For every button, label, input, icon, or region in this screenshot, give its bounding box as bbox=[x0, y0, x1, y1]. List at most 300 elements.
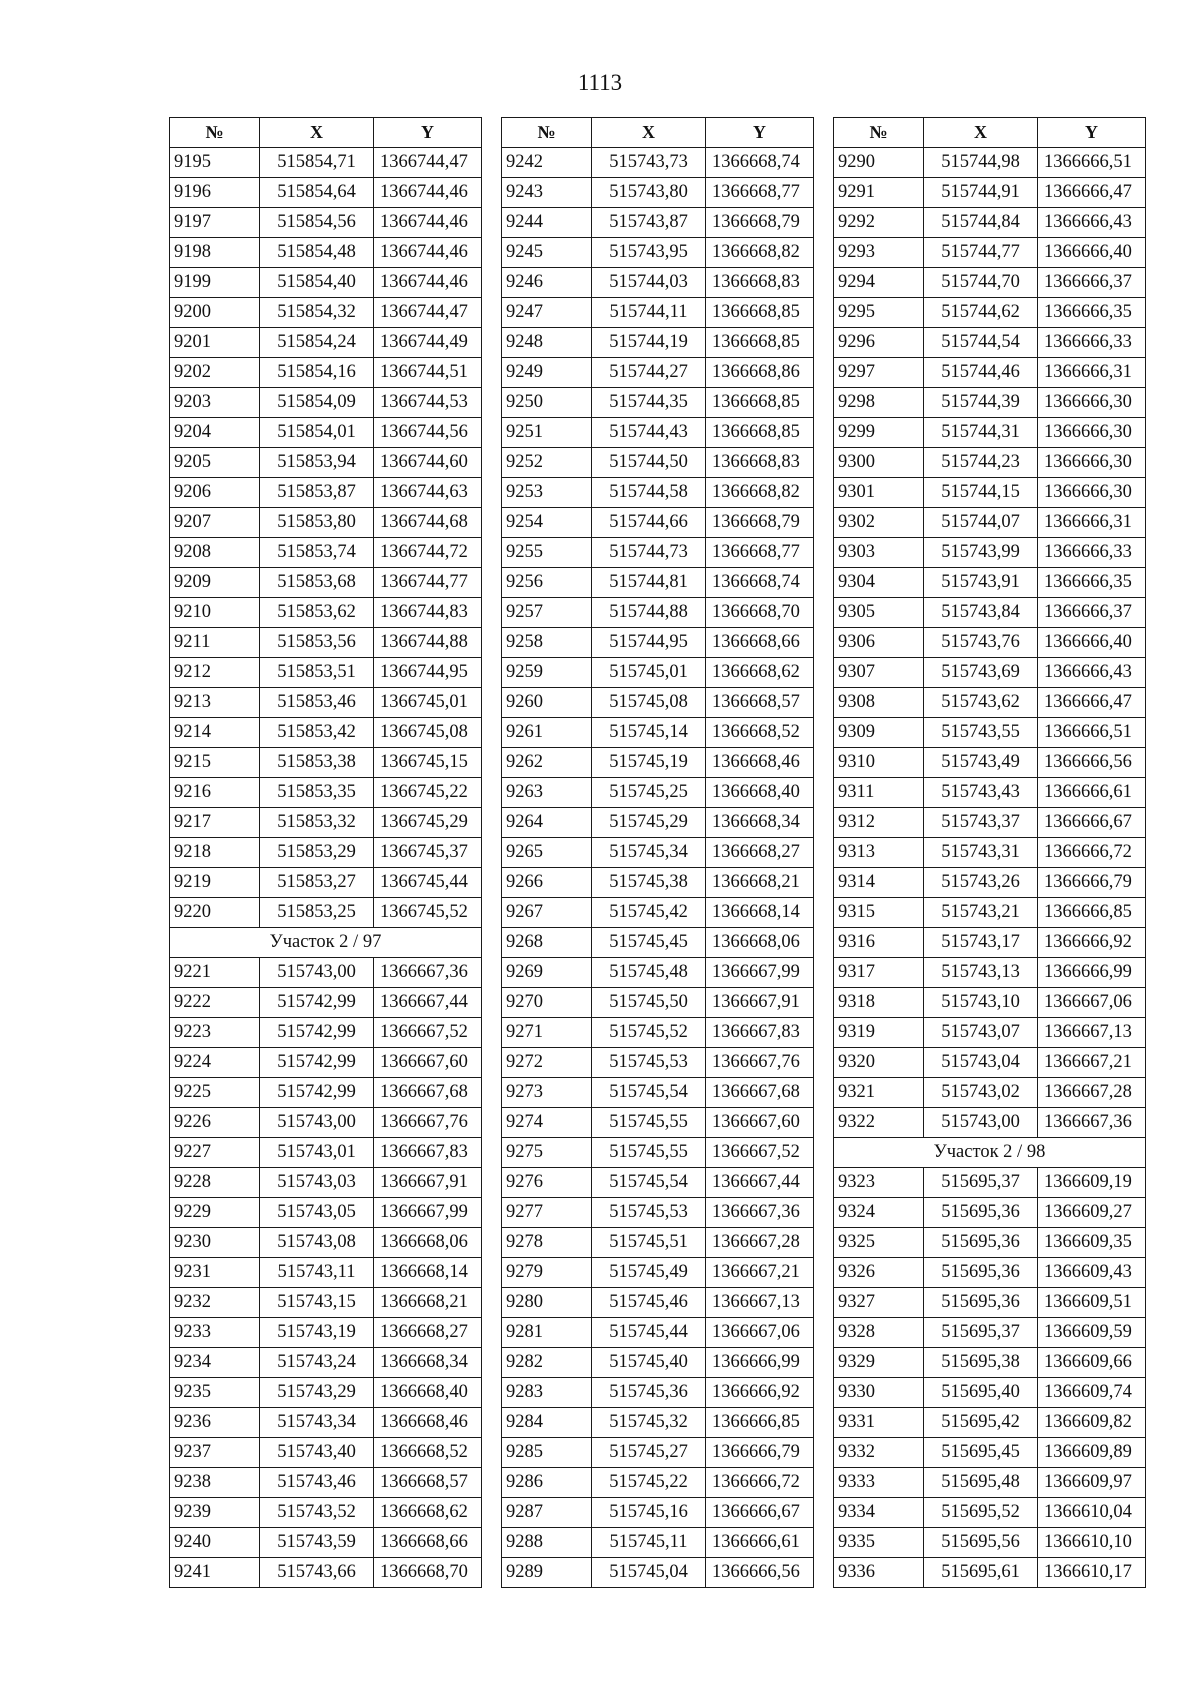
table-row bbox=[502, 328, 814, 358]
point-number-cell: 9321 bbox=[834, 1078, 924, 1108]
point-number-cell: 9301 bbox=[834, 478, 924, 508]
point-number-cell: 9195 bbox=[170, 148, 260, 178]
table-row bbox=[834, 628, 1146, 658]
point-number-cell: 9218 bbox=[170, 838, 260, 868]
table-row bbox=[834, 298, 1146, 328]
point-number-cell: 9256 bbox=[502, 568, 592, 598]
x-coordinate-cell: 515745,44 bbox=[592, 1318, 706, 1348]
x-coordinate-cell: 515745,38 bbox=[592, 868, 706, 898]
y-coordinate-cell: 1366668,82 bbox=[706, 478, 814, 508]
section-heading: Участок 2 / 98 bbox=[834, 1138, 1146, 1168]
point-number-cell: 9300 bbox=[834, 448, 924, 478]
y-coordinate-cell: 1366745,44 bbox=[374, 868, 482, 898]
table-row bbox=[502, 238, 814, 268]
table-row bbox=[502, 598, 814, 628]
table-row bbox=[170, 988, 482, 1018]
x-coordinate-cell: 515854,56 bbox=[260, 208, 374, 238]
y-coordinate-cell: 1366666,51 bbox=[1038, 718, 1146, 748]
table-row bbox=[502, 1018, 814, 1048]
coordinates-table-2 bbox=[501, 117, 814, 1588]
x-coordinate-cell: 515853,38 bbox=[260, 748, 374, 778]
x-coordinate-cell: 515854,64 bbox=[260, 178, 374, 208]
x-coordinate-cell: 515745,51 bbox=[592, 1228, 706, 1258]
table-row bbox=[502, 1228, 814, 1258]
table-row bbox=[170, 568, 482, 598]
y-coordinate-cell: 1366668,34 bbox=[706, 808, 814, 838]
table-row bbox=[834, 1348, 1146, 1378]
x-coordinate-cell: 515745,04 bbox=[592, 1558, 706, 1588]
point-number-cell: 9307 bbox=[834, 658, 924, 688]
point-number-cell: 9284 bbox=[502, 1408, 592, 1438]
table-row bbox=[502, 1558, 814, 1588]
x-coordinate-cell: 515853,94 bbox=[260, 448, 374, 478]
point-number-cell: 9327 bbox=[834, 1288, 924, 1318]
table-row bbox=[834, 508, 1146, 538]
point-number-cell: 9219 bbox=[170, 868, 260, 898]
x-coordinate-cell: 515854,32 bbox=[260, 298, 374, 328]
table-row bbox=[502, 568, 814, 598]
y-coordinate-cell: 1366666,47 bbox=[1038, 688, 1146, 718]
x-coordinate-cell: 515743,34 bbox=[260, 1408, 374, 1438]
x-coordinate-cell: 515743,24 bbox=[260, 1348, 374, 1378]
x-coordinate-cell: 515743,21 bbox=[924, 898, 1038, 928]
point-number-cell: 9198 bbox=[170, 238, 260, 268]
x-coordinate-cell: 515745,34 bbox=[592, 838, 706, 868]
y-coordinate-cell: 1366668,21 bbox=[374, 1288, 482, 1318]
y-coordinate-cell: 1366668,82 bbox=[706, 238, 814, 268]
table-row bbox=[170, 1438, 482, 1468]
x-coordinate-cell: 515854,24 bbox=[260, 328, 374, 358]
x-coordinate-cell: 515695,38 bbox=[924, 1348, 1038, 1378]
y-coordinate-cell: 1366609,51 bbox=[1038, 1288, 1146, 1318]
point-number-cell: 9258 bbox=[502, 628, 592, 658]
x-coordinate-cell: 515743,91 bbox=[924, 568, 1038, 598]
section-heading-row bbox=[170, 928, 482, 958]
point-number-cell: 9330 bbox=[834, 1378, 924, 1408]
point-number-cell: 9309 bbox=[834, 718, 924, 748]
table-row bbox=[502, 538, 814, 568]
point-number-cell: 9239 bbox=[170, 1498, 260, 1528]
table-row bbox=[834, 178, 1146, 208]
table-row bbox=[170, 178, 482, 208]
x-column-header: X bbox=[592, 118, 706, 148]
table-row bbox=[834, 1198, 1146, 1228]
table-row bbox=[502, 1528, 814, 1558]
point-number-cell: 9305 bbox=[834, 598, 924, 628]
x-coordinate-cell: 515744,91 bbox=[924, 178, 1038, 208]
point-number-cell: 9287 bbox=[502, 1498, 592, 1528]
x-coordinate-cell: 515744,43 bbox=[592, 418, 706, 448]
table-row bbox=[502, 688, 814, 718]
point-number-cell: 9319 bbox=[834, 1018, 924, 1048]
point-number-cell: 9227 bbox=[170, 1138, 260, 1168]
table-row bbox=[834, 478, 1146, 508]
point-number-cell: 9244 bbox=[502, 208, 592, 238]
y-coordinate-cell: 1366666,99 bbox=[1038, 958, 1146, 988]
table-row bbox=[170, 1348, 482, 1378]
table-row bbox=[170, 1168, 482, 1198]
x-coordinate-cell: 515745,54 bbox=[592, 1168, 706, 1198]
x-coordinate-cell: 515743,31 bbox=[924, 838, 1038, 868]
table-row bbox=[170, 1108, 482, 1138]
table-row bbox=[834, 1378, 1146, 1408]
table-row bbox=[170, 1258, 482, 1288]
x-coordinate-cell: 515743,87 bbox=[592, 208, 706, 238]
point-number-cell: 9243 bbox=[502, 178, 592, 208]
point-number-cell: 9274 bbox=[502, 1108, 592, 1138]
point-number-cell: 9197 bbox=[170, 208, 260, 238]
point-number-cell: 9329 bbox=[834, 1348, 924, 1378]
table-row bbox=[170, 298, 482, 328]
x-coordinate-cell: 515853,68 bbox=[260, 568, 374, 598]
point-number-cell: 9286 bbox=[502, 1468, 592, 1498]
table-row bbox=[502, 1468, 814, 1498]
y-coordinate-cell: 1366666,72 bbox=[706, 1468, 814, 1498]
table-row bbox=[502, 778, 814, 808]
point-number-cell: 9280 bbox=[502, 1288, 592, 1318]
x-coordinate-cell: 515743,04 bbox=[924, 1048, 1038, 1078]
x-coordinate-cell: 515695,36 bbox=[924, 1198, 1038, 1228]
x-coordinate-cell: 515743,52 bbox=[260, 1498, 374, 1528]
x-coordinate-cell: 515695,40 bbox=[924, 1378, 1038, 1408]
x-coordinate-cell: 515744,88 bbox=[592, 598, 706, 628]
table-row bbox=[834, 568, 1146, 598]
point-number-cell: 9206 bbox=[170, 478, 260, 508]
point-number-cell: 9221 bbox=[170, 958, 260, 988]
point-number-cell: 9281 bbox=[502, 1318, 592, 1348]
table-row bbox=[170, 388, 482, 418]
x-coordinate-cell: 515854,01 bbox=[260, 418, 374, 448]
y-coordinate-cell: 1366666,30 bbox=[1038, 478, 1146, 508]
point-number-cell: 9293 bbox=[834, 238, 924, 268]
y-coordinate-cell: 1366666,51 bbox=[1038, 148, 1146, 178]
point-number-cell: 9215 bbox=[170, 748, 260, 778]
y-coordinate-cell: 1366666,61 bbox=[1038, 778, 1146, 808]
y-coordinate-cell: 1366668,52 bbox=[374, 1438, 482, 1468]
x-coordinate-cell: 515744,03 bbox=[592, 268, 706, 298]
table-row bbox=[834, 418, 1146, 448]
x-coordinate-cell: 515743,76 bbox=[924, 628, 1038, 658]
y-coordinate-cell: 1366744,47 bbox=[374, 298, 482, 328]
table-row bbox=[170, 1228, 482, 1258]
x-coordinate-cell: 515745,40 bbox=[592, 1348, 706, 1378]
y-coordinate-cell: 1366668,83 bbox=[706, 268, 814, 298]
x-coordinate-cell: 515743,73 bbox=[592, 148, 706, 178]
table-row bbox=[170, 688, 482, 718]
point-number-cell: 9311 bbox=[834, 778, 924, 808]
table-row bbox=[502, 628, 814, 658]
point-number-cell: 9254 bbox=[502, 508, 592, 538]
table-row bbox=[834, 1048, 1146, 1078]
y-coordinate-cell: 1366668,52 bbox=[706, 718, 814, 748]
x-coordinate-cell: 515744,07 bbox=[924, 508, 1038, 538]
y-coordinate-cell: 1366666,43 bbox=[1038, 658, 1146, 688]
x-coordinate-cell: 515744,39 bbox=[924, 388, 1038, 418]
header-row bbox=[834, 118, 1146, 148]
point-number-cell: 9240 bbox=[170, 1528, 260, 1558]
y-coordinate-cell: 1366666,40 bbox=[1038, 628, 1146, 658]
x-column-header: X bbox=[924, 118, 1038, 148]
header-row bbox=[502, 118, 814, 148]
point-number-cell: 9291 bbox=[834, 178, 924, 208]
table-row bbox=[502, 1138, 814, 1168]
point-number-cell: 9318 bbox=[834, 988, 924, 1018]
y-coordinate-cell: 1366666,92 bbox=[1038, 928, 1146, 958]
y-coordinate-cell: 1366667,06 bbox=[706, 1318, 814, 1348]
point-number-cell: 9259 bbox=[502, 658, 592, 688]
table-row bbox=[502, 1168, 814, 1198]
x-coordinate-cell: 515695,42 bbox=[924, 1408, 1038, 1438]
table-row bbox=[502, 1048, 814, 1078]
table-row bbox=[834, 358, 1146, 388]
point-number-cell: 9315 bbox=[834, 898, 924, 928]
table-row bbox=[834, 778, 1146, 808]
x-coordinate-cell: 515744,27 bbox=[592, 358, 706, 388]
point-number-cell: 9211 bbox=[170, 628, 260, 658]
point-number-cell: 9202 bbox=[170, 358, 260, 388]
x-coordinate-cell: 515743,95 bbox=[592, 238, 706, 268]
x-coordinate-cell: 515853,80 bbox=[260, 508, 374, 538]
x-coordinate-cell: 515744,46 bbox=[924, 358, 1038, 388]
point-number-cell: 9237 bbox=[170, 1438, 260, 1468]
table-row bbox=[834, 238, 1146, 268]
y-coordinate-cell: 1366667,44 bbox=[374, 988, 482, 1018]
x-coordinate-cell: 515743,05 bbox=[260, 1198, 374, 1228]
table-row bbox=[502, 418, 814, 448]
x-coordinate-cell: 515744,15 bbox=[924, 478, 1038, 508]
y-coordinate-cell: 1366666,31 bbox=[1038, 508, 1146, 538]
point-number-cell: 9288 bbox=[502, 1528, 592, 1558]
point-number-cell: 9294 bbox=[834, 268, 924, 298]
table-row bbox=[170, 1138, 482, 1168]
point-number-cell: 9335 bbox=[834, 1528, 924, 1558]
x-coordinate-cell: 515853,29 bbox=[260, 838, 374, 868]
table-row bbox=[170, 1078, 482, 1108]
point-number-cell: 9231 bbox=[170, 1258, 260, 1288]
point-number-cell: 9226 bbox=[170, 1108, 260, 1138]
y-coordinate-cell: 1366667,83 bbox=[374, 1138, 482, 1168]
y-coordinate-cell: 1366666,56 bbox=[706, 1558, 814, 1588]
x-coordinate-cell: 515695,56 bbox=[924, 1528, 1038, 1558]
x-coordinate-cell: 515743,46 bbox=[260, 1468, 374, 1498]
table-row bbox=[834, 808, 1146, 838]
point-number-cell: 9323 bbox=[834, 1168, 924, 1198]
y-coordinate-cell: 1366668,14 bbox=[374, 1258, 482, 1288]
y-coordinate-cell: 1366744,68 bbox=[374, 508, 482, 538]
section-heading-row bbox=[834, 1138, 1146, 1168]
x-coordinate-cell: 515743,99 bbox=[924, 538, 1038, 568]
y-coordinate-cell: 1366666,67 bbox=[706, 1498, 814, 1528]
table-row bbox=[170, 1468, 482, 1498]
table-row bbox=[502, 1258, 814, 1288]
y-coordinate-cell: 1366668,40 bbox=[374, 1378, 482, 1408]
x-coordinate-cell: 515745,25 bbox=[592, 778, 706, 808]
point-number-cell: 9223 bbox=[170, 1018, 260, 1048]
y-coordinate-cell: 1366744,56 bbox=[374, 418, 482, 448]
point-number-cell: 9283 bbox=[502, 1378, 592, 1408]
table-row bbox=[834, 1558, 1146, 1588]
x-coordinate-cell: 515853,35 bbox=[260, 778, 374, 808]
y-coordinate-cell: 1366668,27 bbox=[706, 838, 814, 868]
point-number-cell: 9245 bbox=[502, 238, 592, 268]
table-row bbox=[834, 868, 1146, 898]
y-coordinate-cell: 1366667,68 bbox=[374, 1078, 482, 1108]
table-row bbox=[170, 148, 482, 178]
table-row bbox=[170, 1558, 482, 1588]
y-coordinate-cell: 1366666,72 bbox=[1038, 838, 1146, 868]
y-coordinate-cell: 1366667,13 bbox=[706, 1288, 814, 1318]
table-row bbox=[502, 298, 814, 328]
y-coordinate-cell: 1366667,91 bbox=[706, 988, 814, 1018]
x-coordinate-cell: 515745,54 bbox=[592, 1078, 706, 1108]
coordinates-table-3 bbox=[833, 117, 1146, 1588]
table-row bbox=[170, 1408, 482, 1438]
x-coordinate-cell: 515744,23 bbox=[924, 448, 1038, 478]
number-column-header: № bbox=[502, 118, 592, 148]
y-coordinate-cell: 1366745,08 bbox=[374, 718, 482, 748]
table-row bbox=[170, 418, 482, 448]
point-number-cell: 9270 bbox=[502, 988, 592, 1018]
x-coordinate-cell: 515744,84 bbox=[924, 208, 1038, 238]
point-number-cell: 9214 bbox=[170, 718, 260, 748]
x-coordinate-cell: 515743,00 bbox=[260, 1108, 374, 1138]
y-coordinate-cell: 1366666,47 bbox=[1038, 178, 1146, 208]
x-coordinate-cell: 515743,07 bbox=[924, 1018, 1038, 1048]
table-row bbox=[834, 1078, 1146, 1108]
y-coordinate-cell: 1366668,74 bbox=[706, 568, 814, 598]
x-coordinate-cell: 515742,99 bbox=[260, 1048, 374, 1078]
x-coordinate-cell: 515854,71 bbox=[260, 148, 374, 178]
y-coordinate-cell: 1366609,82 bbox=[1038, 1408, 1146, 1438]
x-coordinate-cell: 515744,54 bbox=[924, 328, 1038, 358]
point-number-cell: 9320 bbox=[834, 1048, 924, 1078]
y-column-header: Y bbox=[706, 118, 814, 148]
x-coordinate-cell: 515744,50 bbox=[592, 448, 706, 478]
y-coordinate-cell: 1366668,21 bbox=[706, 868, 814, 898]
point-number-cell: 9295 bbox=[834, 298, 924, 328]
x-coordinate-cell: 515745,52 bbox=[592, 1018, 706, 1048]
point-number-cell: 9208 bbox=[170, 538, 260, 568]
x-coordinate-cell: 515744,66 bbox=[592, 508, 706, 538]
x-coordinate-cell: 515745,46 bbox=[592, 1288, 706, 1318]
y-coordinate-cell: 1366666,35 bbox=[1038, 568, 1146, 598]
point-number-cell: 9252 bbox=[502, 448, 592, 478]
y-coordinate-cell: 1366610,10 bbox=[1038, 1528, 1146, 1558]
x-coordinate-cell: 515744,77 bbox=[924, 238, 1038, 268]
x-coordinate-cell: 515745,55 bbox=[592, 1108, 706, 1138]
y-coordinate-cell: 1366667,36 bbox=[374, 958, 482, 988]
x-coordinate-cell: 515695,36 bbox=[924, 1258, 1038, 1288]
y-coordinate-cell: 1366668,66 bbox=[706, 628, 814, 658]
table-row bbox=[502, 478, 814, 508]
y-coordinate-cell: 1366667,36 bbox=[1038, 1108, 1146, 1138]
y-coordinate-cell: 1366668,85 bbox=[706, 328, 814, 358]
point-number-cell: 9298 bbox=[834, 388, 924, 418]
x-coordinate-cell: 515743,84 bbox=[924, 598, 1038, 628]
x-coordinate-cell: 515745,55 bbox=[592, 1138, 706, 1168]
point-number-cell: 9333 bbox=[834, 1468, 924, 1498]
point-number-cell: 9255 bbox=[502, 538, 592, 568]
y-coordinate-cell: 1366609,35 bbox=[1038, 1228, 1146, 1258]
table-row bbox=[170, 1318, 482, 1348]
y-coordinate-cell: 1366744,46 bbox=[374, 238, 482, 268]
point-number-cell: 9292 bbox=[834, 208, 924, 238]
x-coordinate-cell: 515853,62 bbox=[260, 598, 374, 628]
point-number-cell: 9200 bbox=[170, 298, 260, 328]
x-coordinate-cell: 515745,49 bbox=[592, 1258, 706, 1288]
y-coordinate-cell: 1366668,79 bbox=[706, 508, 814, 538]
y-coordinate-cell: 1366668,62 bbox=[706, 658, 814, 688]
point-number-cell: 9232 bbox=[170, 1288, 260, 1318]
y-coordinate-cell: 1366666,37 bbox=[1038, 268, 1146, 298]
point-number-cell: 9216 bbox=[170, 778, 260, 808]
x-coordinate-cell: 515745,53 bbox=[592, 1198, 706, 1228]
x-coordinate-cell: 515745,14 bbox=[592, 718, 706, 748]
point-number-cell: 9285 bbox=[502, 1438, 592, 1468]
point-number-cell: 9196 bbox=[170, 178, 260, 208]
point-number-cell: 9312 bbox=[834, 808, 924, 838]
point-number-cell: 9248 bbox=[502, 328, 592, 358]
point-number-cell: 9213 bbox=[170, 688, 260, 718]
table-row bbox=[502, 1198, 814, 1228]
y-coordinate-cell: 1366744,53 bbox=[374, 388, 482, 418]
x-coordinate-cell: 515743,02 bbox=[924, 1078, 1038, 1108]
x-coordinate-cell: 515745,01 bbox=[592, 658, 706, 688]
table-row bbox=[502, 448, 814, 478]
point-number-cell: 9296 bbox=[834, 328, 924, 358]
y-coordinate-cell: 1366745,22 bbox=[374, 778, 482, 808]
point-number-cell: 9299 bbox=[834, 418, 924, 448]
y-coordinate-cell: 1366666,67 bbox=[1038, 808, 1146, 838]
page-number: 1113 bbox=[577, 70, 623, 95]
point-number-cell: 9247 bbox=[502, 298, 592, 328]
point-number-cell: 9322 bbox=[834, 1108, 924, 1138]
point-number-cell: 9224 bbox=[170, 1048, 260, 1078]
y-coordinate-cell: 1366666,30 bbox=[1038, 448, 1146, 478]
y-coordinate-cell: 1366667,60 bbox=[374, 1048, 482, 1078]
table-row bbox=[170, 238, 482, 268]
y-coordinate-cell: 1366668,79 bbox=[706, 208, 814, 238]
x-coordinate-cell: 515695,37 bbox=[924, 1168, 1038, 1198]
y-coordinate-cell: 1366668,14 bbox=[706, 898, 814, 928]
y-coordinate-cell: 1366668,77 bbox=[706, 538, 814, 568]
table-row bbox=[170, 448, 482, 478]
table-row bbox=[170, 838, 482, 868]
table-row bbox=[502, 808, 814, 838]
point-number-cell: 9229 bbox=[170, 1198, 260, 1228]
x-coordinate-cell: 515854,16 bbox=[260, 358, 374, 388]
point-number-cell: 9331 bbox=[834, 1408, 924, 1438]
x-coordinate-cell: 515742,99 bbox=[260, 1018, 374, 1048]
table-row bbox=[170, 1288, 482, 1318]
y-coordinate-cell: 1366609,97 bbox=[1038, 1468, 1146, 1498]
x-coordinate-cell: 515743,00 bbox=[924, 1108, 1038, 1138]
table-row bbox=[834, 1018, 1146, 1048]
table-row bbox=[170, 1378, 482, 1408]
table-row bbox=[170, 1048, 482, 1078]
y-coordinate-cell: 1366668,85 bbox=[706, 298, 814, 328]
x-coordinate-cell: 515695,36 bbox=[924, 1228, 1038, 1258]
y-coordinate-cell: 1366668,46 bbox=[374, 1408, 482, 1438]
point-number-cell: 9266 bbox=[502, 868, 592, 898]
coordinates-table-1 bbox=[169, 117, 482, 1588]
table-row bbox=[834, 1288, 1146, 1318]
table-row bbox=[170, 658, 482, 688]
y-coordinate-cell: 1366666,79 bbox=[1038, 868, 1146, 898]
table-row bbox=[502, 508, 814, 538]
point-number-cell: 9253 bbox=[502, 478, 592, 508]
y-coordinate-cell: 1366666,30 bbox=[1038, 418, 1146, 448]
